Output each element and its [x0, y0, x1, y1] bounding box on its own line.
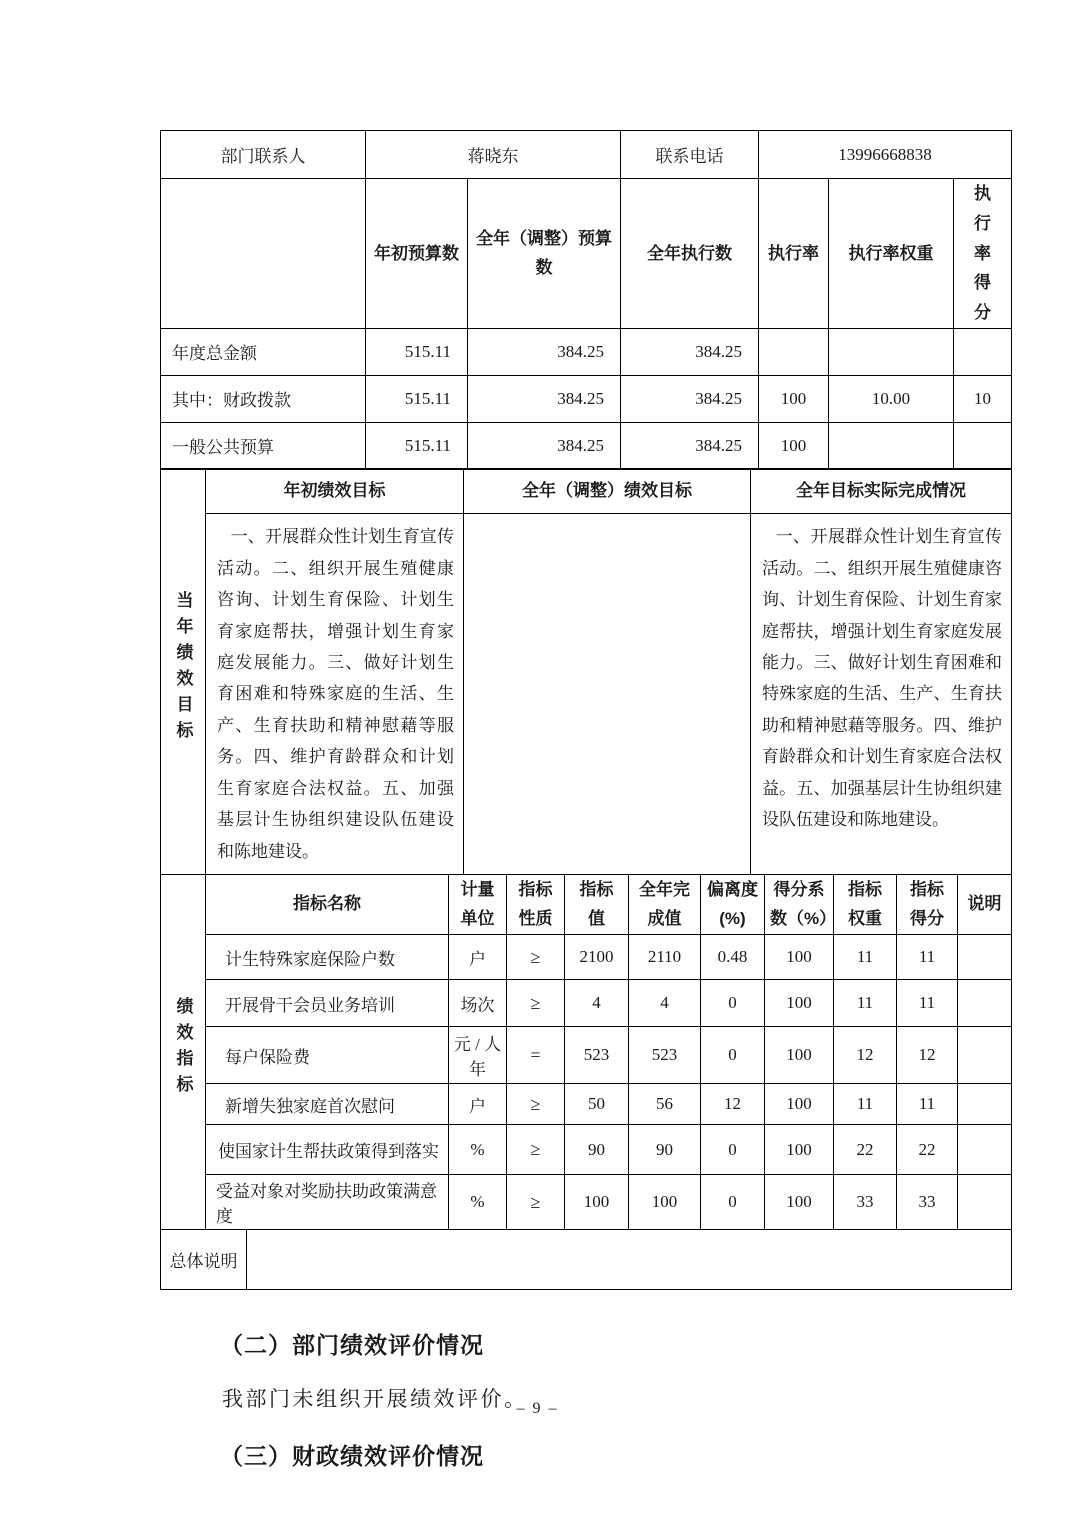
indicator-target: 523 [565, 1027, 629, 1084]
section-heading-3: （三）财政绩效评价情况 [220, 1442, 484, 1469]
indicator-nature: ≥ [507, 1125, 565, 1175]
cell-initial: 515.11 [366, 375, 468, 422]
cell-rate: 100 [759, 422, 829, 469]
indicator-row [161, 1027, 1012, 1084]
indicator-name: 受益对象对奖励扶助政策满意度 [206, 1175, 449, 1230]
contact-phone-label: 联系电话 [621, 131, 759, 179]
section-body-2: 我部门未组织开展绩效评价。 [222, 1386, 528, 1411]
indicator-target: 2100 [565, 935, 629, 980]
indicator-weight: 11 [834, 1084, 897, 1125]
initial-goals-text: 一、开展群众性计划生育宣传活动。二、组织开展生殖健康咨询、计划生育保险、计划生育家庭帮扶，增强计划生育家庭发展能力。三、做好计划生育困难和特殊家庭的生活、生产、生育扶助和精神慰藉等服务。四、维护育龄群众和计划生育家庭合法权益。五、加强基层计生协组织建设队伍建设和陈地建设。 [206, 514, 464, 875]
indicator-note [958, 1027, 1012, 1084]
contact-phone-value: 13996668838 [759, 131, 1012, 179]
indicator-weight: 11 [834, 980, 897, 1027]
indicator-deviation: 0 [701, 1027, 765, 1084]
indicator-actual: 56 [629, 1084, 701, 1125]
indicator-actual: 4 [629, 980, 701, 1027]
header-adjusted-budget: 全年（调整）预算数 [468, 179, 621, 329]
cell-rate: 100 [759, 375, 829, 422]
indicator-note [958, 935, 1012, 980]
indicator-deviation: 0 [701, 1125, 765, 1175]
indicators-side-label [161, 874, 206, 1230]
indicator-actual: 90 [629, 1125, 701, 1175]
indicators-side-label-text: 绩效指标 [173, 997, 193, 1102]
summary-row [161, 1229, 1012, 1289]
indicator-score: 11 [897, 935, 958, 980]
indicator-weight: 12 [834, 1027, 897, 1084]
indicator-name: 新增失独家庭首次慰问 [206, 1084, 449, 1125]
contact-row [161, 131, 1012, 179]
page-number: – 9 – [516, 1400, 559, 1417]
indicator-note [958, 1175, 1012, 1230]
header-actual-value: 全年完成值 [629, 874, 701, 935]
indicators-header-row [161, 874, 1012, 935]
indicator-coefficient: 100 [765, 935, 834, 980]
indicator-score: 22 [897, 1125, 958, 1175]
table-row [161, 375, 1012, 422]
cell-initial: 515.11 [366, 328, 468, 375]
indicator-coefficient: 100 [765, 980, 834, 1027]
summary-text [247, 1229, 1012, 1289]
goals-side-label [161, 469, 206, 875]
indicator-deviation: 0 [701, 980, 765, 1027]
header-exec-rate-weight: 执行率权重 [829, 179, 954, 329]
indicator-target: 50 [565, 1084, 629, 1125]
cell-weight: 10.00 [829, 375, 954, 422]
section-heading-2: （二）部门绩效评价情况 [220, 1331, 484, 1358]
adjusted-goals-text [464, 514, 751, 875]
indicator-unit: 场次 [449, 980, 507, 1027]
row-label: 其中：财政拨款 [161, 375, 366, 422]
indicator-unit: 户 [449, 935, 507, 980]
header-target-value: 指标值 [565, 874, 629, 935]
indicator-coefficient: 100 [765, 1084, 834, 1125]
indicator-actual: 2110 [629, 935, 701, 980]
cell-executed: 384.25 [621, 328, 759, 375]
table-row [161, 328, 1012, 375]
header-score-coefficient: 得分系数（%） [765, 874, 834, 935]
cell-rate [759, 328, 829, 375]
indicator-note [958, 1125, 1012, 1175]
indicator-weight: 33 [834, 1175, 897, 1230]
header-exec-rate-score: 执行率得分 [954, 179, 1012, 329]
header-note: 说明 [958, 874, 1012, 935]
indicator-nature: ≥ [507, 980, 565, 1027]
report-table [160, 130, 1011, 1471]
goals-header-row [161, 469, 1012, 514]
indicator-row [161, 935, 1012, 980]
cell-weight [829, 328, 954, 375]
indicator-actual: 523 [629, 1027, 701, 1084]
indicator-name: 每户保险费 [206, 1027, 449, 1084]
indicator-target: 100 [565, 1175, 629, 1230]
indicator-nature: = [507, 1027, 565, 1084]
indicator-target: 4 [565, 980, 629, 1027]
indicator-unit: 户 [449, 1084, 507, 1125]
contact-person-value: 蒋晓东 [366, 131, 621, 179]
summary-label: 总体说明 [161, 1229, 247, 1289]
indicator-nature: ≥ [507, 935, 565, 980]
indicator-score: 11 [897, 980, 958, 1027]
indicator-row [161, 1125, 1012, 1175]
indicator-deviation: 12 [701, 1084, 765, 1125]
indicator-unit: % [449, 1125, 507, 1175]
cell-adjusted: 384.25 [468, 375, 621, 422]
indicator-name: 计生特殊家庭保险户数 [206, 935, 449, 980]
indicator-nature: ≥ [507, 1084, 565, 1125]
indicator-note [958, 1084, 1012, 1125]
header-deviation: 偏离度(%) [701, 874, 765, 935]
indicator-score: 33 [897, 1175, 958, 1230]
header-actual-completion: 全年目标实际完成情况 [751, 469, 1012, 514]
header-initial-goals: 年初绩效目标 [206, 469, 464, 514]
indicator-weight: 22 [834, 1125, 897, 1175]
header-indicator-score: 指标得分 [897, 874, 958, 935]
budget-execution-table [160, 130, 1012, 470]
cell-score [954, 328, 1012, 375]
row-label: 一般公共预算 [161, 422, 366, 469]
cell-executed: 384.25 [621, 375, 759, 422]
indicator-coefficient: 100 [765, 1027, 834, 1084]
cell-executed: 384.25 [621, 422, 759, 469]
indicator-coefficient: 100 [765, 1175, 834, 1230]
indicator-name: 开展骨干会员业务培训 [206, 980, 449, 1027]
indicator-row [161, 1175, 1012, 1230]
actual-completion-text: 一、开展群众性计划生育宣传活动。二、组织开展生殖健康咨询、计划生育保险、计划生育家庭帮扶，增强计划生育家庭发展能力。三、做好计划生育困难和特殊家庭的生活、生产、生育扶助和精神慰藉等服务。四、维护育龄群众和计划生育家庭合法权益。五、加强基层计生协组织建设队伍建设和陈地建设。 [751, 514, 1012, 875]
indicator-coefficient: 100 [765, 1125, 834, 1175]
indicator-target: 90 [565, 1125, 629, 1175]
cell-adjusted: 384.25 [468, 328, 621, 375]
goals-body-row [161, 514, 1012, 875]
indicator-note [958, 980, 1012, 1027]
budget-header-row [161, 179, 1012, 329]
performance-indicators-table [160, 874, 1012, 1231]
indicator-row [161, 1084, 1012, 1125]
header-initial-budget: 年初预算数 [366, 179, 468, 329]
indicator-score: 11 [897, 1084, 958, 1125]
goals-side-label-text: 当年绩效目标 [173, 591, 193, 748]
cell-initial: 515.11 [366, 422, 468, 469]
header-indicator-weight: 指标权重 [834, 874, 897, 935]
header-nature: 指标性质 [507, 874, 565, 935]
row-label: 年度总金额 [161, 328, 366, 375]
indicator-score: 12 [897, 1027, 958, 1084]
indicator-nature: ≥ [507, 1175, 565, 1230]
indicator-weight: 11 [834, 935, 897, 980]
indicator-unit: 元 / 人年 [449, 1027, 507, 1084]
cell-score: 10 [954, 375, 1012, 422]
summary-table [160, 1229, 1012, 1290]
header-indicator-name: 指标名称 [206, 874, 449, 935]
cell-score [954, 422, 1012, 469]
table-row [161, 422, 1012, 469]
indicator-unit: % [449, 1175, 507, 1230]
performance-goals-table [160, 468, 1012, 875]
blank-cell [161, 179, 366, 329]
indicator-row [161, 980, 1012, 1027]
header-unit: 计量单位 [449, 874, 507, 935]
indicator-actual: 100 [629, 1175, 701, 1230]
indicator-deviation: 0.48 [701, 935, 765, 980]
cell-adjusted: 384.25 [468, 422, 621, 469]
cell-weight [829, 422, 954, 469]
indicator-name: 使国家计生帮扶政策得到落实 [206, 1125, 449, 1175]
header-executed: 全年执行数 [621, 179, 759, 329]
contact-person-label: 部门联系人 [161, 131, 366, 179]
header-exec-rate: 执行率 [759, 179, 829, 329]
header-adjusted-goals: 全年（调整）绩效目标 [464, 469, 751, 514]
indicator-deviation: 0 [701, 1175, 765, 1230]
